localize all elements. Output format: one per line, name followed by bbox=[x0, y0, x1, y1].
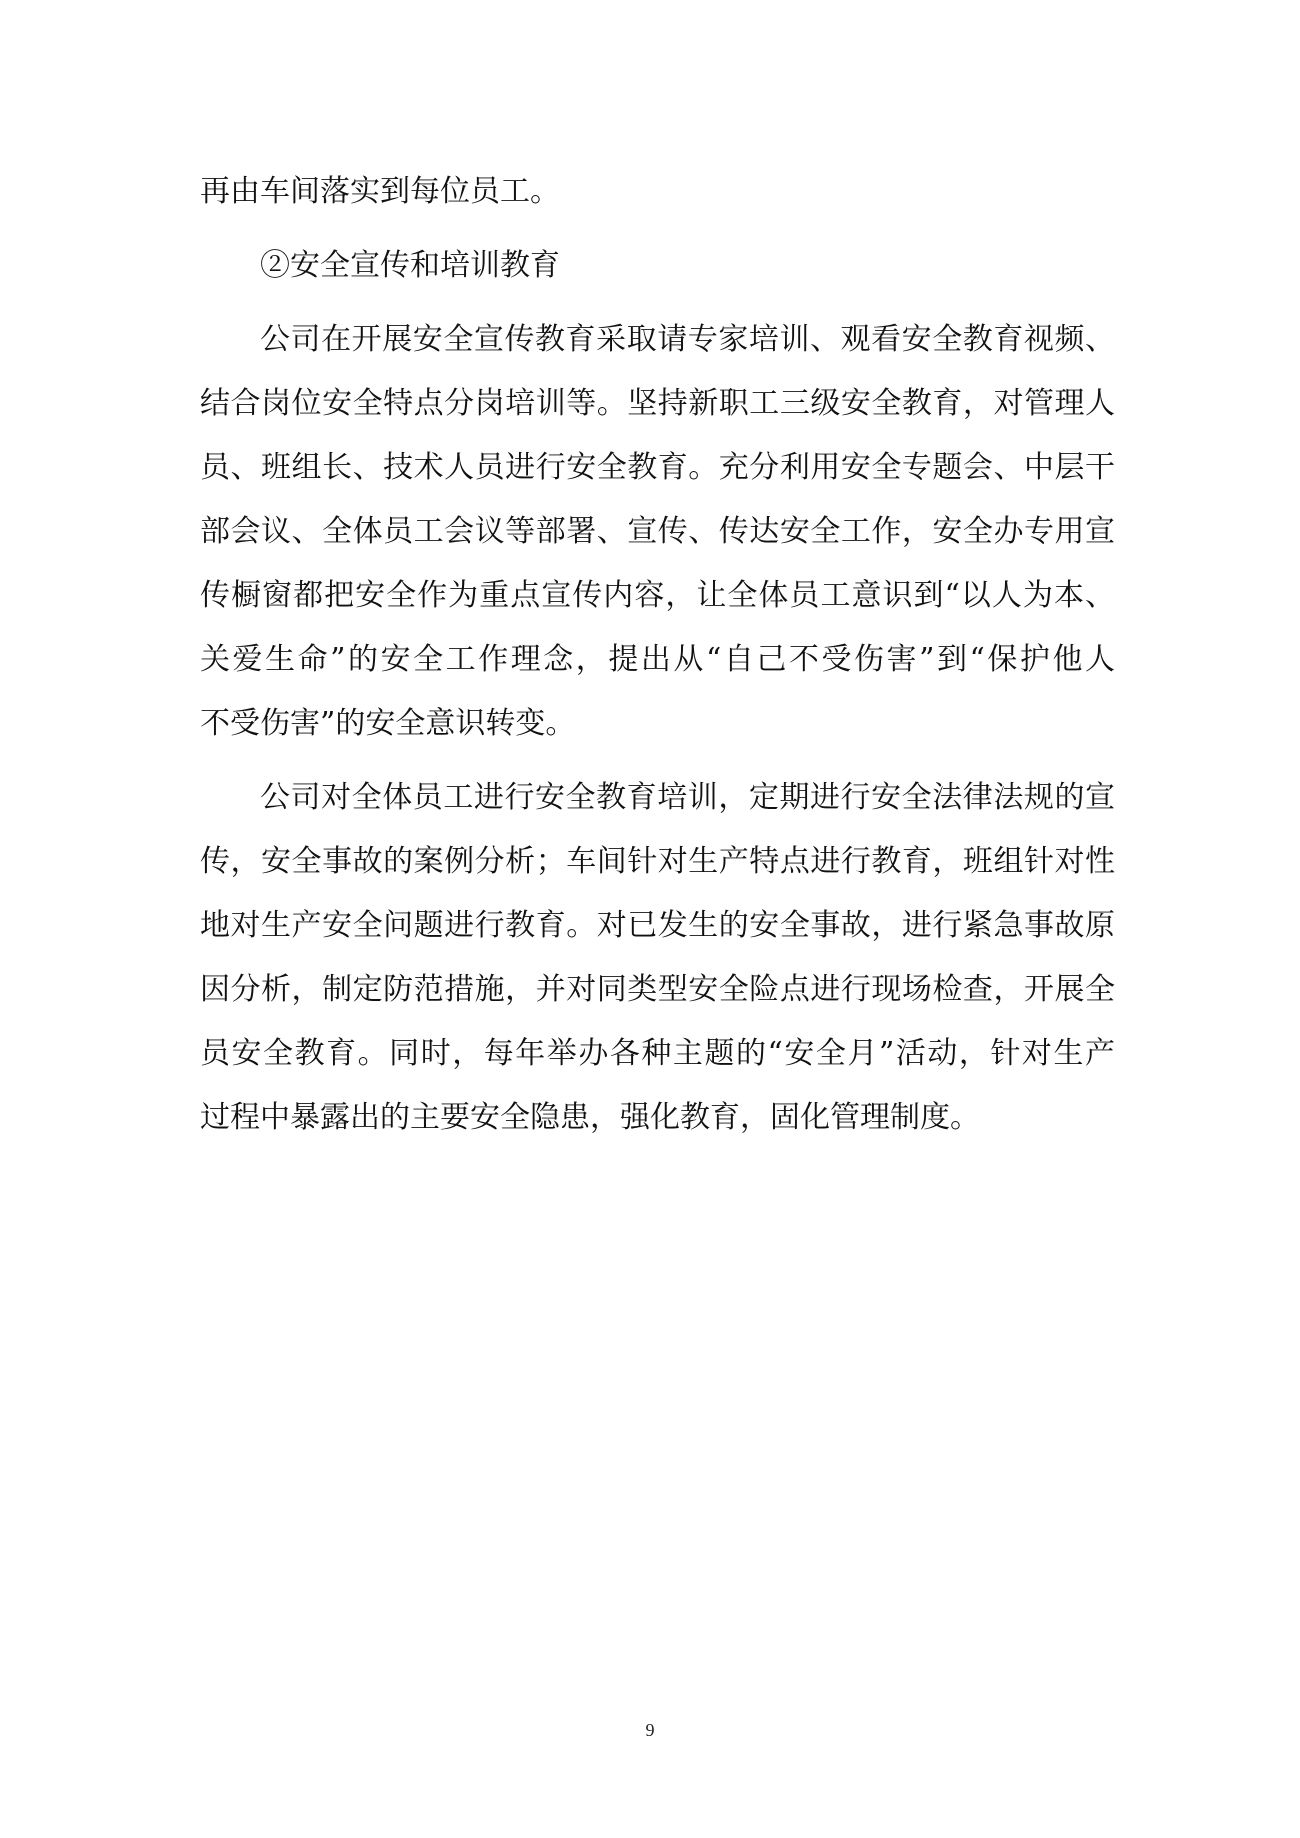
paragraph-line: 因分析，制定防范措施，并对同类型安全险点进行现场检查，开展全 bbox=[200, 972, 1115, 1007]
paragraph-line: 不受伤害”的安全意识转变。 bbox=[200, 706, 576, 741]
paragraph-line: 公司在开展安全宣传教育采取请专家培训、观看安全教育视频、 bbox=[260, 322, 1115, 357]
paragraph-training-methods bbox=[200, 308, 1115, 756]
paragraph-line: 传橱窗都把安全作为重点宣传内容，让全体员工意识到“以人为本、 bbox=[200, 578, 1115, 613]
paragraph-line: 公司对全体员工进行安全教育培训，定期进行安全法律法规的宣 bbox=[260, 780, 1115, 815]
paragraph-line: 关爱生命”的安全工作理念，提出从“自己不受伤害”到“保护他人 bbox=[200, 642, 1115, 677]
paragraph-line: 员安全教育。同时，每年举办各种主题的“安全月”活动，针对生产 bbox=[200, 1036, 1115, 1071]
paragraph-line: 部会议、全体员工会议等部署、宣传、传达安全工作，安全办专用宣 bbox=[200, 514, 1115, 549]
document-body bbox=[200, 160, 1115, 1150]
continuation-line: 再由车间落实到每位员工。 bbox=[200, 174, 560, 209]
paragraph-line: 过程中暴露出的主要安全隐患，强化教育，固化管理制度。 bbox=[200, 1100, 980, 1135]
section-heading: ②安全宣传和培训教育 bbox=[260, 248, 560, 283]
paragraph-line: 传，安全事故的案例分析；车间针对生产特点进行教育，班组针对性 bbox=[200, 844, 1115, 879]
paragraph-line: 结合岗位安全特点分岗培训等。坚持新职工三级安全教育，对管理人 bbox=[200, 386, 1115, 421]
paragraph-safety-education bbox=[200, 766, 1115, 1150]
paragraph-line: 员、班组长、技术人员进行安全教育。充分利用安全专题会、中层干 bbox=[200, 450, 1115, 485]
paragraph-line: 地对生产安全问题进行教育。对已发生的安全事故，进行紧急事故原 bbox=[200, 908, 1115, 943]
page-number: 9 bbox=[645, 1720, 655, 1740]
